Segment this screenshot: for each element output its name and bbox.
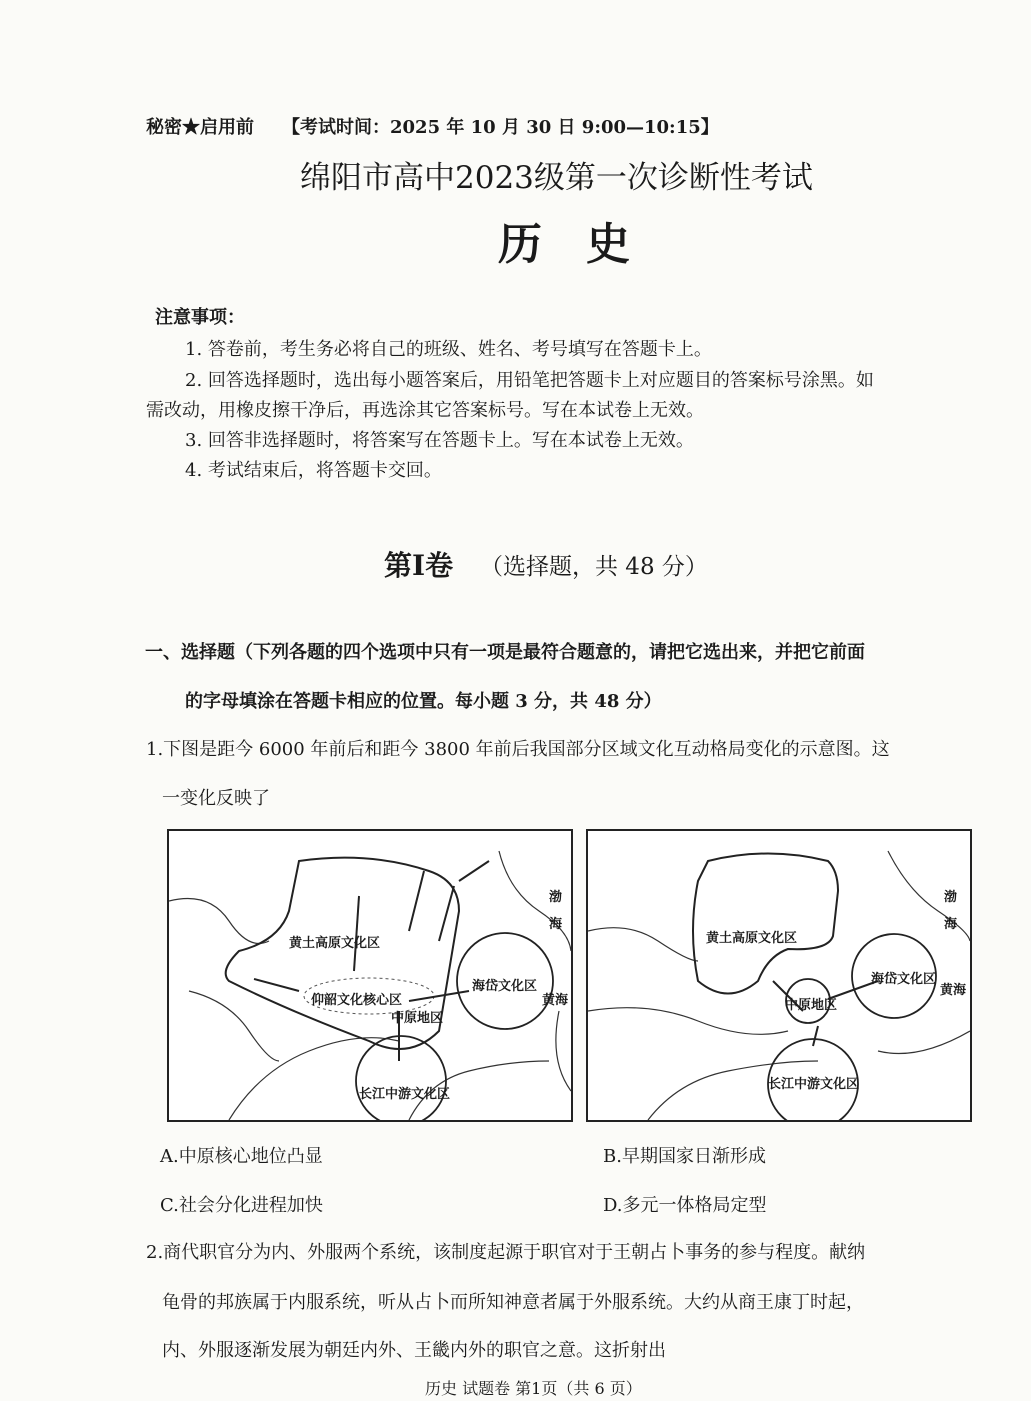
map-label: 长江中游文化区 [359,1087,451,1102]
secret-label: 秘密★启用前 [146,117,254,138]
map-6000-years-ago [167,829,573,1122]
option-d: D.多元一体格局定型 [603,1195,767,1216]
map-label: 渤 [549,890,563,905]
map-label: 海岱文化区 [472,979,538,994]
subject-title: 历 史 [498,219,630,270]
option-a: A.中原核心地位凸显 [160,1146,323,1167]
notice-heading: 注意事项： [155,307,245,328]
section-instructions: 一、选择题（下列各题的四个选项中只有一项是最符合题意的，请把它选出来，并把它前面 [145,642,865,663]
exam-title: 绵阳市高中2023级第一次诊断性考试 [300,160,813,196]
part-subtitle: （选择题，共 48 分） [480,554,708,580]
map-label: 黄土高原文化区 [706,931,798,946]
map-label: 长江中游文化区 [768,1077,860,1092]
notice-item: 3. 回答非选择题时，将答案写在答题卡上。写在本试卷上无效。 [185,430,694,451]
notice-item: 1. 答卷前，考生务必将自己的班级、姓名、考号填写在答题卡上。 [185,339,712,360]
option-c: C.社会分化进程加快 [160,1195,323,1216]
map-label: 渤 [944,890,958,905]
notice-item: 2. 回答选择题时，选出每小题答案后，用铅笔把答题卡上对应题目的答案标号涂黑。如 [185,370,874,391]
page-footer: 历史 试题卷 第1页（共 6 页） [425,1379,642,1398]
question-2-text: 2.商代职官分为内、外服两个系统，该制度起源于职官对于王朝占卜事务的参与程度。献纳 [146,1242,866,1263]
map-label: 仰韶文化核心区 [311,993,403,1008]
map-3800-years-ago [586,829,972,1122]
map-label: 海 [944,917,958,932]
question-1-text-2: 一变化反映了 [162,788,270,809]
option-b: B.早期国家日渐形成 [603,1146,766,1167]
exam-time: 【考试时间：2025 年 10 月 30 日 9:00—10:15】 [282,117,719,138]
map-label: 黄土高原文化区 [289,936,381,951]
map-label: 海 [549,917,563,932]
section-instructions-2: 的字母填涂在答题卡相应的位置。每小题 3 分，共 48 分） [185,691,662,712]
question-1-text: 1.下图是距今 6000 年前后和距今 3800 年前后我国部分区域文化互动格局变化的示意图。这 [146,739,890,760]
map-label: 中原地区 [785,998,838,1013]
map-label: 黄海 [940,983,967,998]
map-label: 中原地区 [391,1011,444,1026]
notice-item: 需改动，用橡皮擦干净后，再选涂其它答案标号。写在本试卷上无效。 [146,400,704,421]
part-title: 第I卷 [384,549,454,582]
question-2-text-3: 内、外服逐渐发展为朝廷内外、王畿内外的职官之意。这折射出 [162,1340,666,1361]
question-2-text-2: 龟骨的邦族属于内服系统，听从占卜而所知神意者属于外服系统。大约从商王康丁时起， [162,1292,864,1313]
notice-item: 4. 考试结束后，将答题卡交回。 [185,460,442,481]
map-label: 海岱文化区 [871,972,937,987]
map-label: 黄海 [542,993,569,1008]
